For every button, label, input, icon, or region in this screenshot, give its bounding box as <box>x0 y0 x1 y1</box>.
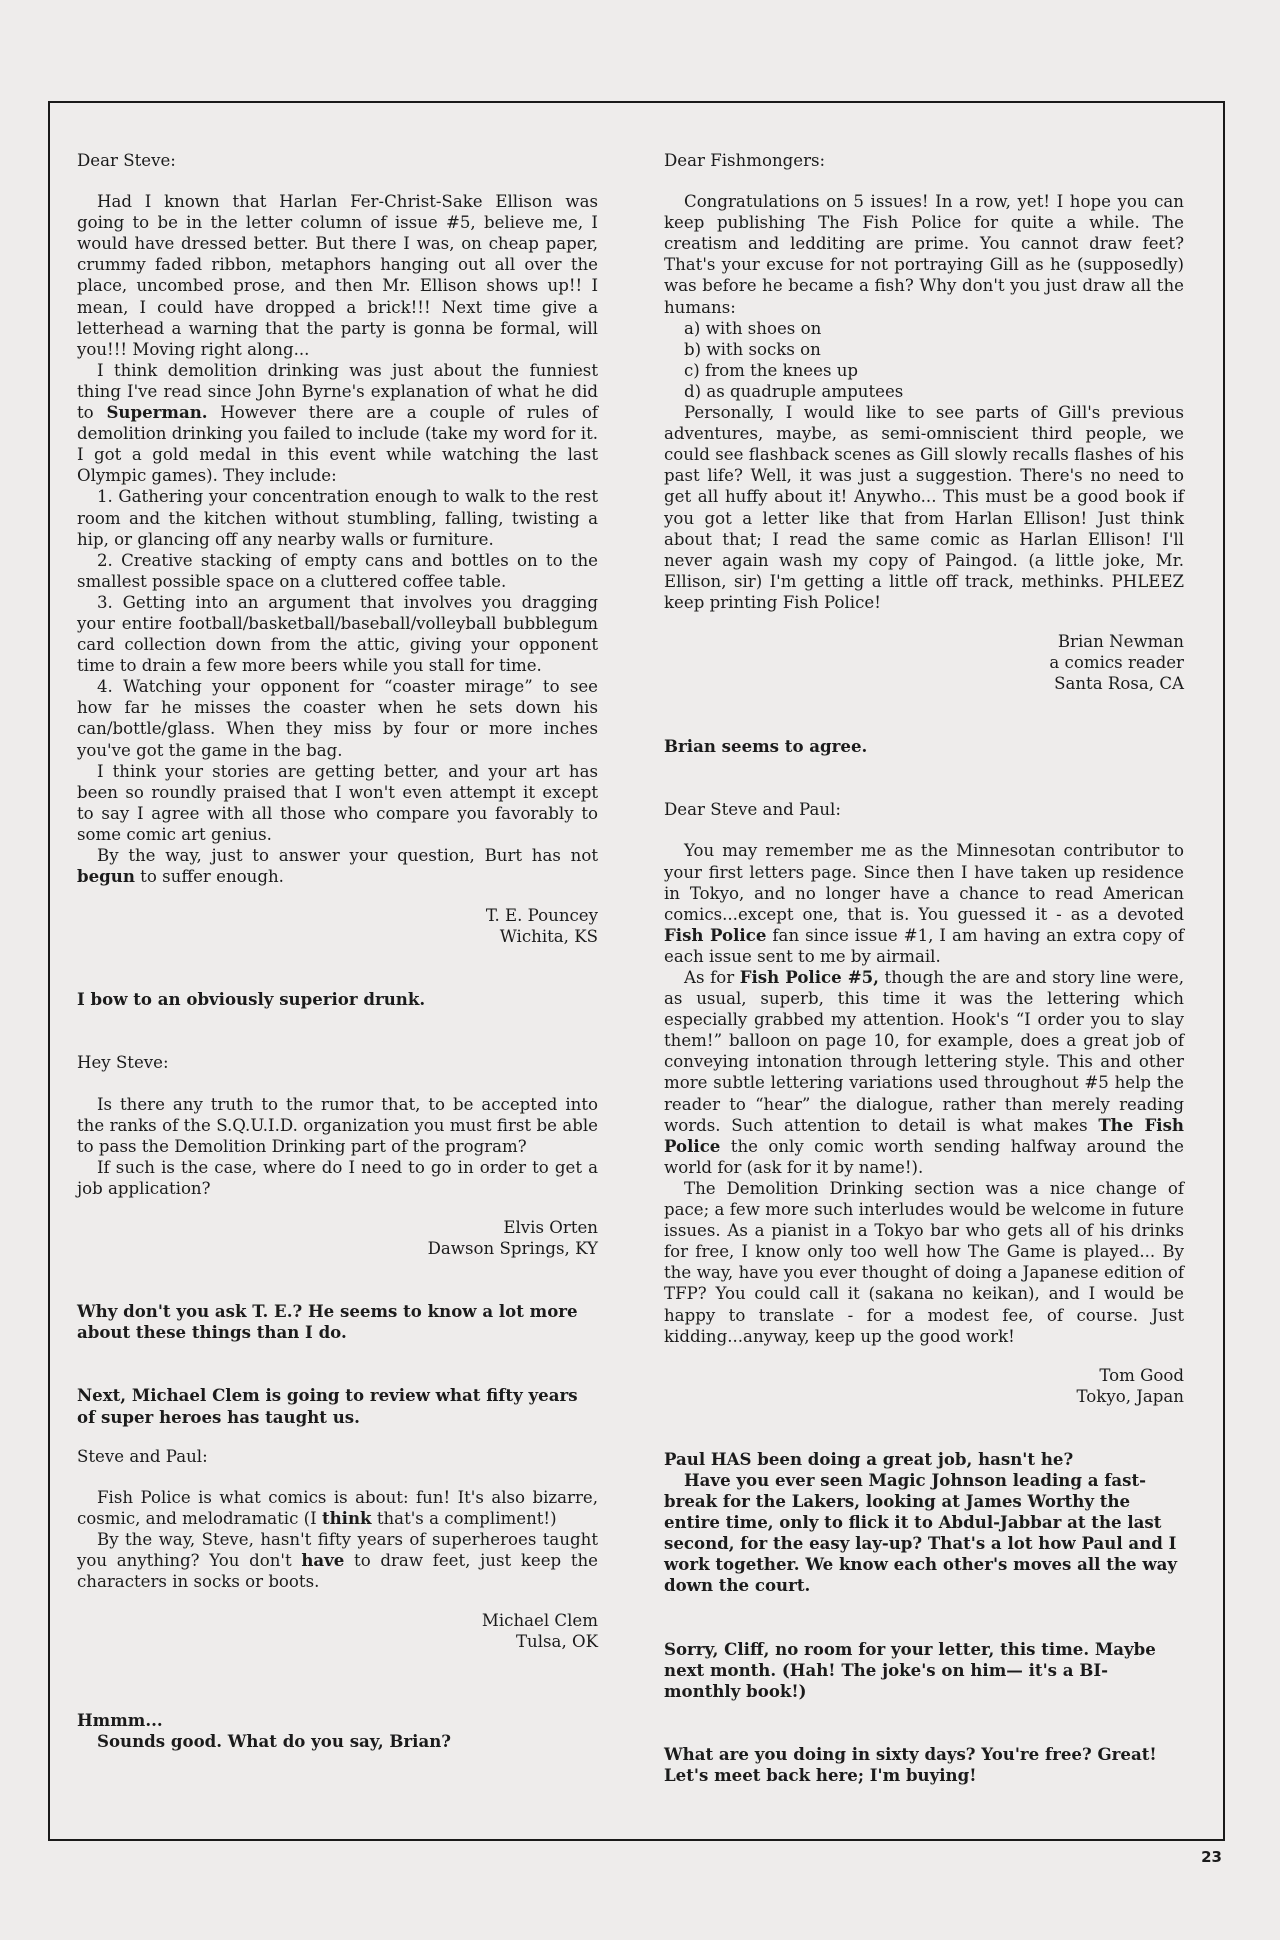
letter-salutation: Dear Steve and Paul: <box>664 800 841 820</box>
editor-reply: Next, Michael Clem is going to review what fifty years of super heroes has taught us. <box>77 1385 578 1427</box>
letter-paragraph: The Demolition Drinking section was a nice change of pace; a few more such interludes would be welcome in future issues. As a pianist in a Tokyo bar who gets all of his drinks for free, I know only too well how The Game is played... By the way, have you ever thought of doing a Japanese edition of TFP? You could call it (sakana no keikan), and I would be happy to translate - for a modest fee, of course. Just kidding...anyway, keep up the good work! <box>664 1178 1184 1346</box>
editor-reply: Hmmm... <box>77 1710 163 1731</box>
editor-reply: Sorry, Cliff, no room for your letter, this time. Maybe next month. (Hah! The joke's on him— it's a BI-monthly book!) <box>664 1638 1156 1701</box>
letter-paragraph: Congratulations on 5 issues! In a row, yet! I hope you can keep publishing The Fish Police for quite a while. The creatism and ledditing are prime. You cannot draw feet? That's your excuse for not portraying Gill as he (supposedly) was before he became a fish? Why don't you just draw all the humans: <box>664 192 1184 317</box>
list-item: c) from the knees up <box>684 360 859 380</box>
rule-item: 1. Gathering your concentration enough to walk to the rest room and the kitchen without stumbling, falling, twisting a hip, or glancing off any nearby walls or furniture. <box>77 487 598 549</box>
rule-item: 4. Watching your opponent for “coaster mirage” to see how far he misses the coaster when he sets down his can/bottle/glass. When they miss by four or more inches you've got the game in the bag. <box>77 677 598 760</box>
rule-item: 2. Creative stacking of empty cans and bottles on to the smallest possible space on a cluttered coffee table. <box>77 550 598 591</box>
letter-paragraph: Had I known that Harlan Fer-Christ-Sake Ellison was going to be in the letter column of issue #5, believe me, I would have dressed better. But there I was, on cheap paper, crummy faded ribbon, metaphors hanging out all over the place, uncombed prose, and then Mr. Ellison shows up!! I mean, I could have dropped a brick!!! Next time give a letterhead a warning that the party is gonna be formal, will you!!! Moving right along... <box>77 192 598 359</box>
editor-reply: Have you ever seen Magic Johnson leading a fast-break for the Lakers, looking at James Worthy the entire time, only to flick it to Abdul-Jabbar at the last second, for the easy lay-up? That's a lot how Paul and I work together. We know each other's moves all the way down the court. <box>664 1469 1178 1596</box>
editor-reply: Brian seems to agree. <box>664 736 868 757</box>
letter-signature: Michael Clem Tulsa, OK <box>481 1611 598 1652</box>
editor-reply: Why don't you ask T. E.? He seems to know a lot more about these things than I do. <box>77 1301 578 1343</box>
letter-paragraph: Personally, I would like to see parts of Gill's previous adventures, maybe, as semi-omniscient third people, we could see flashback scenes as Gill slowly recalls flashes of his past life? Well, it was just a suggestion. There's no need to get all huffy about it! Anywho... This must be a good book if you got a letter like that from Harlan Ellison! Just think about that; I read the same comic as Harlan Ellison! I'll never again wash my copy of Paingod. (a little joke, Mr. Ellison, sir) I'm getting a little off track, methinks. PHLEEZ keep printing Fish Police! <box>664 403 1184 612</box>
left-column <box>77 150 598 1753</box>
letter-signature: Tom Good Tokyo, Japan <box>1076 1365 1184 1406</box>
letter-signature: Brian Newman a comics reader Santa Rosa, CA <box>1049 631 1184 694</box>
list-item: b) with socks on <box>684 339 821 359</box>
letter-paragraph: If such is the case, where do I need to go in order to get a job application? <box>77 1157 598 1198</box>
letter-salutation: Dear Steve: <box>77 151 176 170</box>
letter-signature: Elvis Orten Dawson Springs, KY <box>427 1218 598 1259</box>
rule-item: 3. Getting into an argument that involves you dragging your entire football/basketball/baseball/volleyball bubblegum card collection down from the attic, giving your opponent time to drain a few more beers while you stall for time. <box>77 592 598 676</box>
letter-salutation: Steve and Paul: <box>77 1446 208 1466</box>
editor-reply: What are you doing in sixty days? You're free? Great! Let's meet back here; I'm buying! <box>664 1743 1157 1785</box>
editor-reply: Sounds good. What do you say, Brian? <box>97 1731 452 1752</box>
letter-paragraph: As for Fish Police #5, though the are and story line were, as usual, superb, this time it was the lettering which especially grabbed my attention. Hook's “I order you to slay them!” balloon on page 10, for example, does a great job of conveying intonation through lettering style. This and other more subtle lettering variations used throughout #5 help the reader to “hear” the dialogue, rather than merely reading words. Such attention to detail is what makes The Fish Police the only comic worth sending halfway around the world for (ask for it by name!). <box>664 967 1184 1177</box>
list-item: d) as quadruple amputees <box>684 381 904 401</box>
letter-salutation: Hey Steve: <box>77 1053 169 1073</box>
right-column <box>664 150 1184 1786</box>
letters-page-frame <box>48 101 1225 1841</box>
letter-paragraph: Is there any truth to the rumor that, to be accepted into the ranks of the S.Q.U.I.D. organization you must first be able to pass the Demolition Drinking part of the program? <box>77 1094 598 1156</box>
letter-paragraph: I think your stories are getting better, and your art has been so roundly praised that I won't even attempt it except to say I agree with all those who compare you favorably to some comic art genius. <box>77 761 598 844</box>
letter-salutation: Dear Fishmongers: <box>664 151 826 170</box>
editor-reply: I bow to an obviously superior drunk. <box>77 989 426 1010</box>
editor-reply: Paul HAS been doing a great job, hasn't he? <box>664 1448 1074 1469</box>
letter-paragraph: You may remember me as the Minnesotan contributor to your first letters page. Since then I have taken up residence in Tokyo, and no longer have a chance to read American comics...except one, that is. You guessed it - as a devoted Fish Police fan since issue #1, I am having an extra copy of each issue sent to me by airmail. <box>664 841 1184 966</box>
letter-paragraph: By the way, just to answer your question, Burt has not begun to suffer enough. <box>77 846 598 887</box>
letter-paragraph: By the way, Steve, hasn't fifty years of superheroes taught you anything? You don't have to draw feet, just keep the characters in socks or boots. <box>77 1529 598 1592</box>
letter-paragraph: I think demolition drinking was just about the funniest thing I've read since John Byrne's explanation of what he did to Superman. However there are a couple of rules of demolition drinking you failed to include (take my word for it. I got a gold medal in this event while watching the last Olympic games). They include: <box>77 360 599 486</box>
letter-paragraph: Fish Police is what comics is about: fun! It's also bizarre, cosmic, and melodramatic (I think that's a compliment!) <box>77 1487 598 1528</box>
letter-signature: T. E. Pouncey Wichita, KS <box>485 906 598 947</box>
list-item: a) with shoes on <box>684 318 822 338</box>
page-number: 23 <box>1201 1848 1222 1866</box>
